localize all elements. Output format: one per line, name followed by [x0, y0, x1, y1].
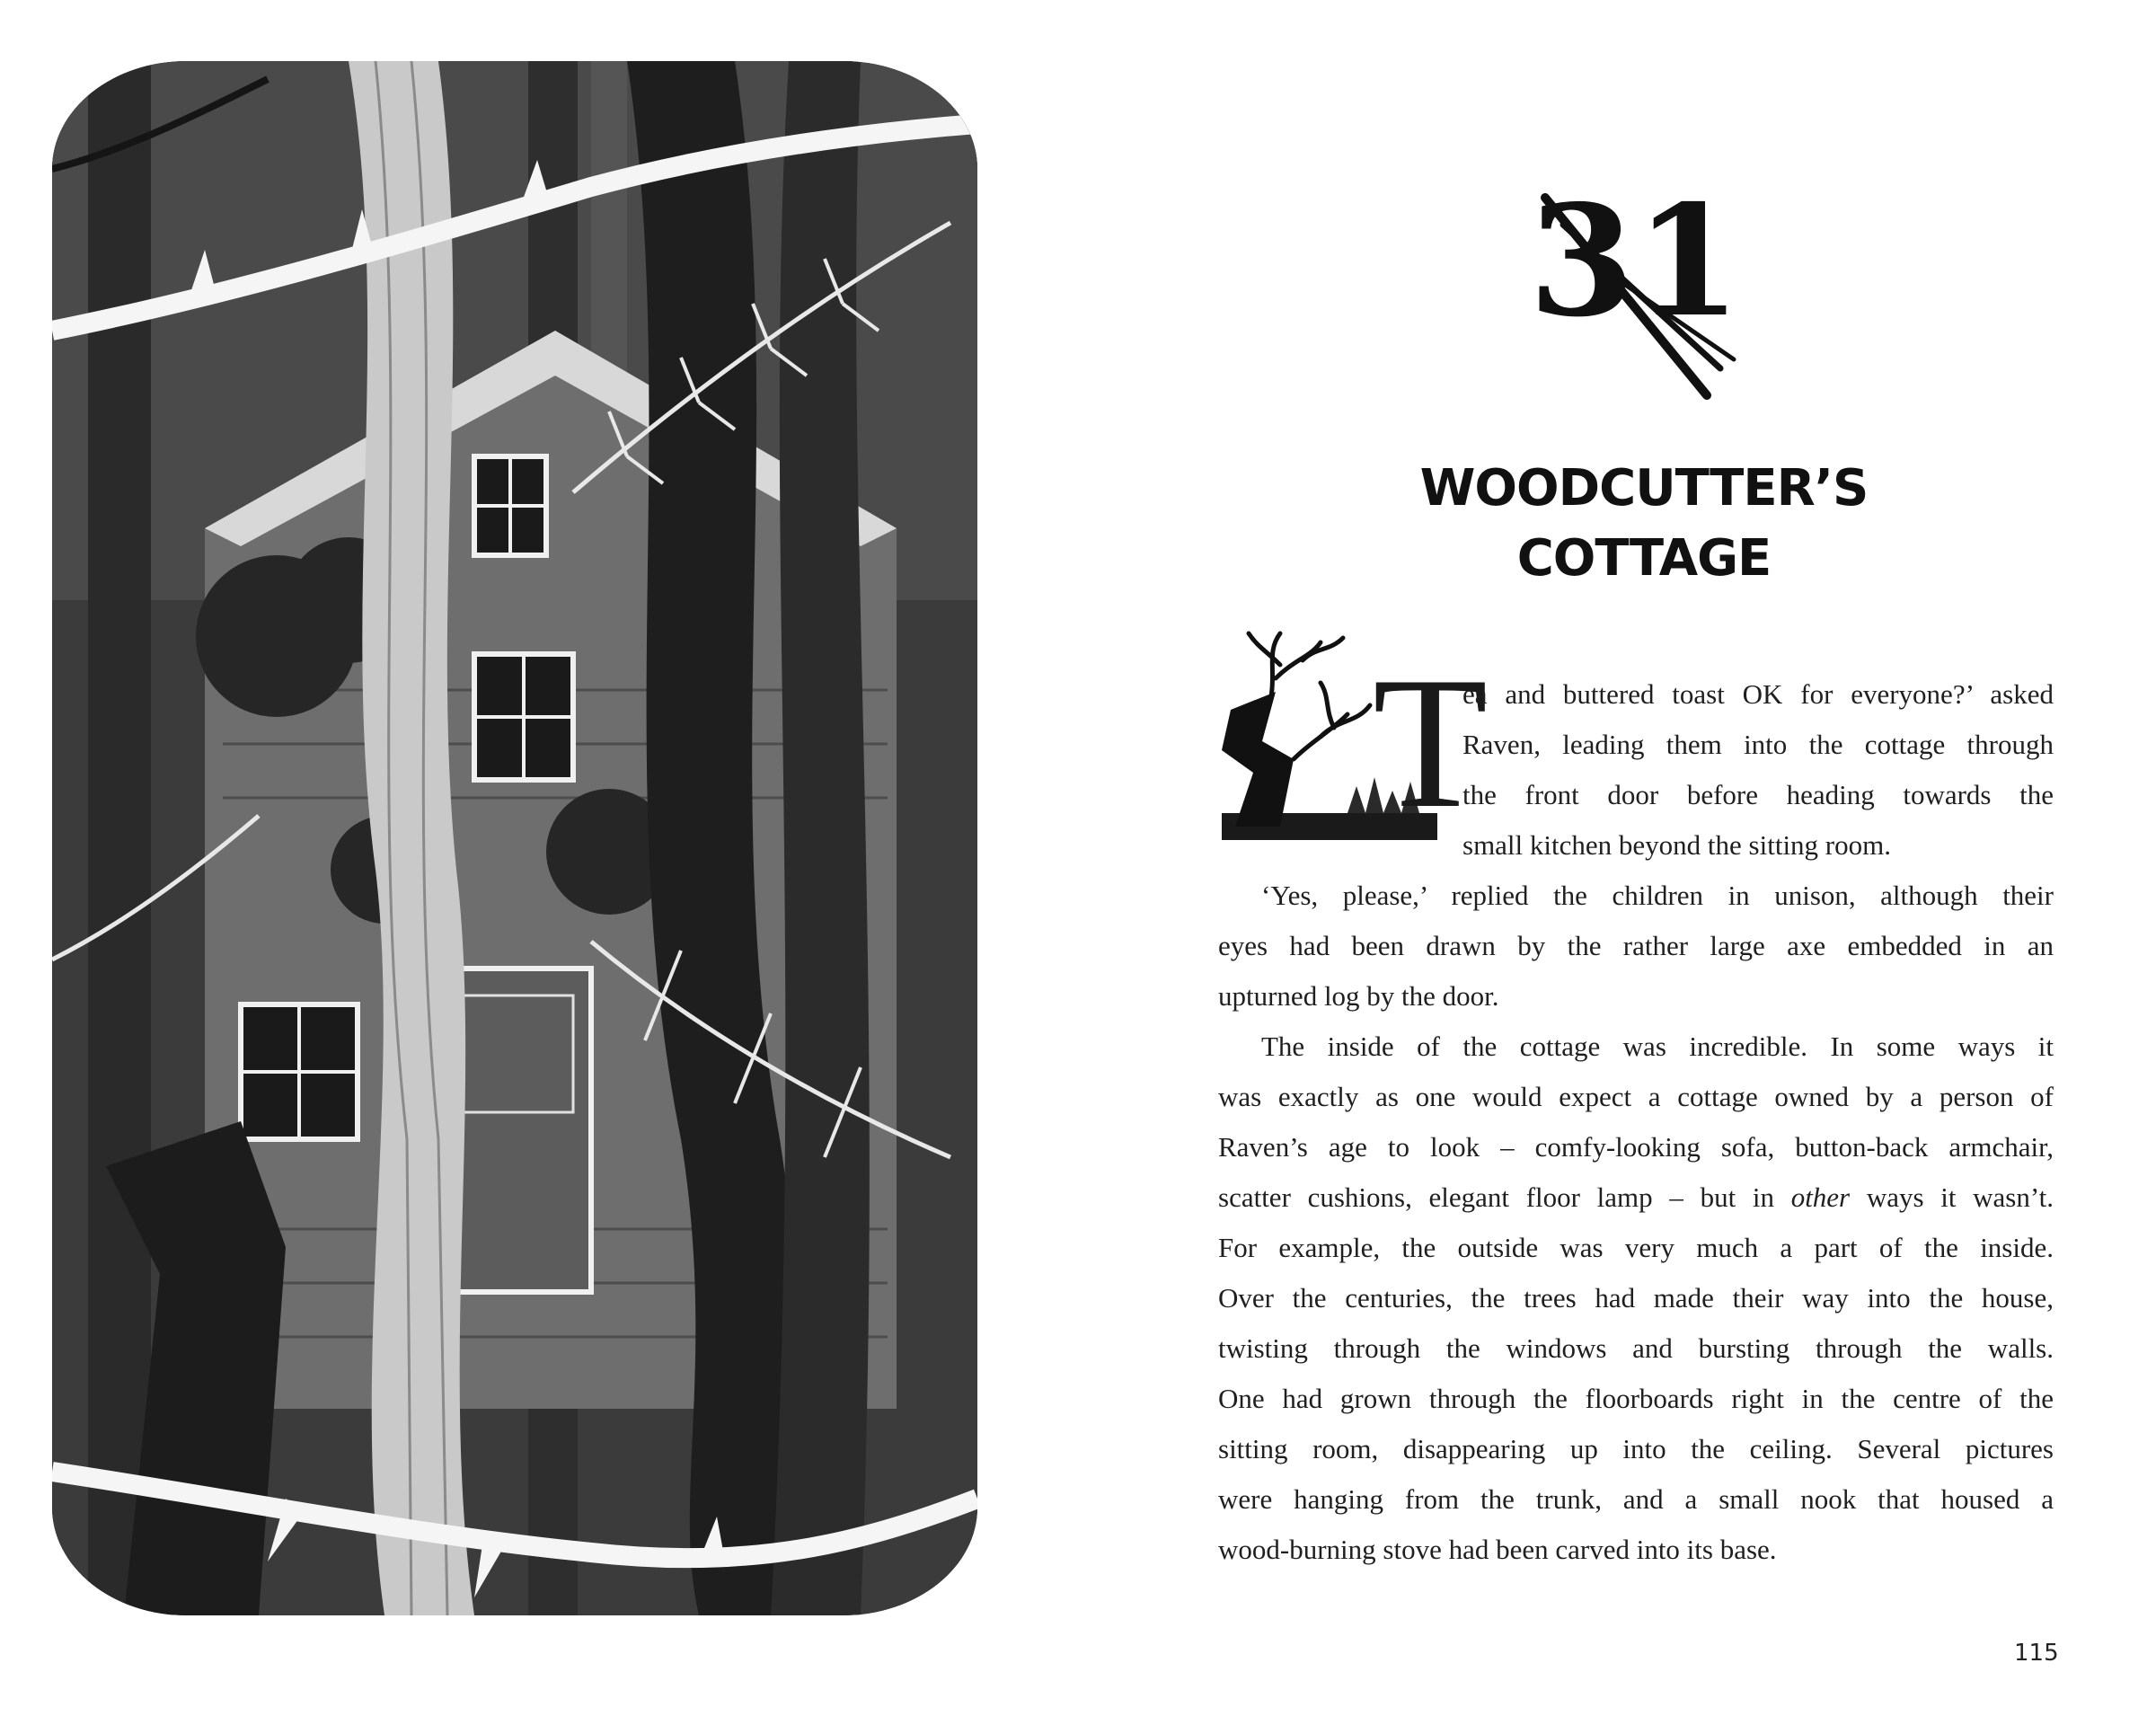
body-line: small kitchen beyond the sitting room. — [1462, 829, 1891, 861]
body-text-segment: scatter cushions, elegant floor lamp – but in — [1218, 1181, 1791, 1213]
chapter-number-text: 31 — [1528, 180, 1742, 351]
page-number: 115 — [2014, 1640, 2059, 1667]
body-line: eyes had been drawn by the rather large axe embedded in an — [1218, 930, 2054, 961]
body-line: Raven’s age to look – comfy-looking sofa, button-back armchair, — [1218, 1131, 2054, 1163]
drop-cap-letter: T — [1373, 639, 1489, 847]
body-line: ‘Yes, please,’ replied the children in unison, although their — [1261, 880, 2054, 911]
body-line: One had grown through the floorboards right in the centre of the — [1218, 1383, 2054, 1414]
body-line: the front door before heading towards the — [1462, 779, 2054, 810]
chapter-title — [1168, 454, 2120, 594]
body-line: wood-burning stove had been carved into its base. — [1218, 1534, 1777, 1565]
emphasis-other: other — [1790, 1181, 1851, 1213]
body-line-mixed — [1218, 1172, 2054, 1223]
chapter-number-31-claw-icon — [1527, 180, 1743, 413]
body-line: Over the centuries, the trees had made their way into the house, — [1218, 1282, 2054, 1314]
body-line: were hanging from the trunk, and a small nook that housed a — [1218, 1483, 2054, 1515]
body-line: sitting room, disappearing up into the ceiling. Several pictures — [1218, 1433, 2054, 1464]
body-line: was exactly as one would expect a cottage owned by a person of — [1218, 1081, 2054, 1112]
body-line: For example, the outside was very much a part of the inside. — [1218, 1232, 2054, 1263]
chapter-number-emblem — [1527, 180, 1743, 413]
chapter-title-line1: WOODCUTTER’S — [1419, 459, 1869, 518]
cottage-illustration — [52, 61, 977, 1615]
forest-cottage-art — [52, 61, 977, 1615]
body-line: The inside of the cottage was incredible. In some ways it — [1261, 1031, 2054, 1062]
chapter-body-text — [1218, 669, 2054, 1575]
body-text-segment: ways it wasn’t. — [1850, 1181, 2054, 1213]
body-line: Raven, leading them into the cottage through — [1462, 729, 2054, 760]
chapter-title-line2: COTTAGE — [1516, 529, 1772, 588]
body-line: upturned log by the door. — [1218, 980, 1499, 1012]
body-line: twisting through the windows and bursting through the walls. — [1218, 1332, 2054, 1364]
body-line: ea and buttered toast OK for everyone?’ asked — [1462, 678, 2054, 710]
